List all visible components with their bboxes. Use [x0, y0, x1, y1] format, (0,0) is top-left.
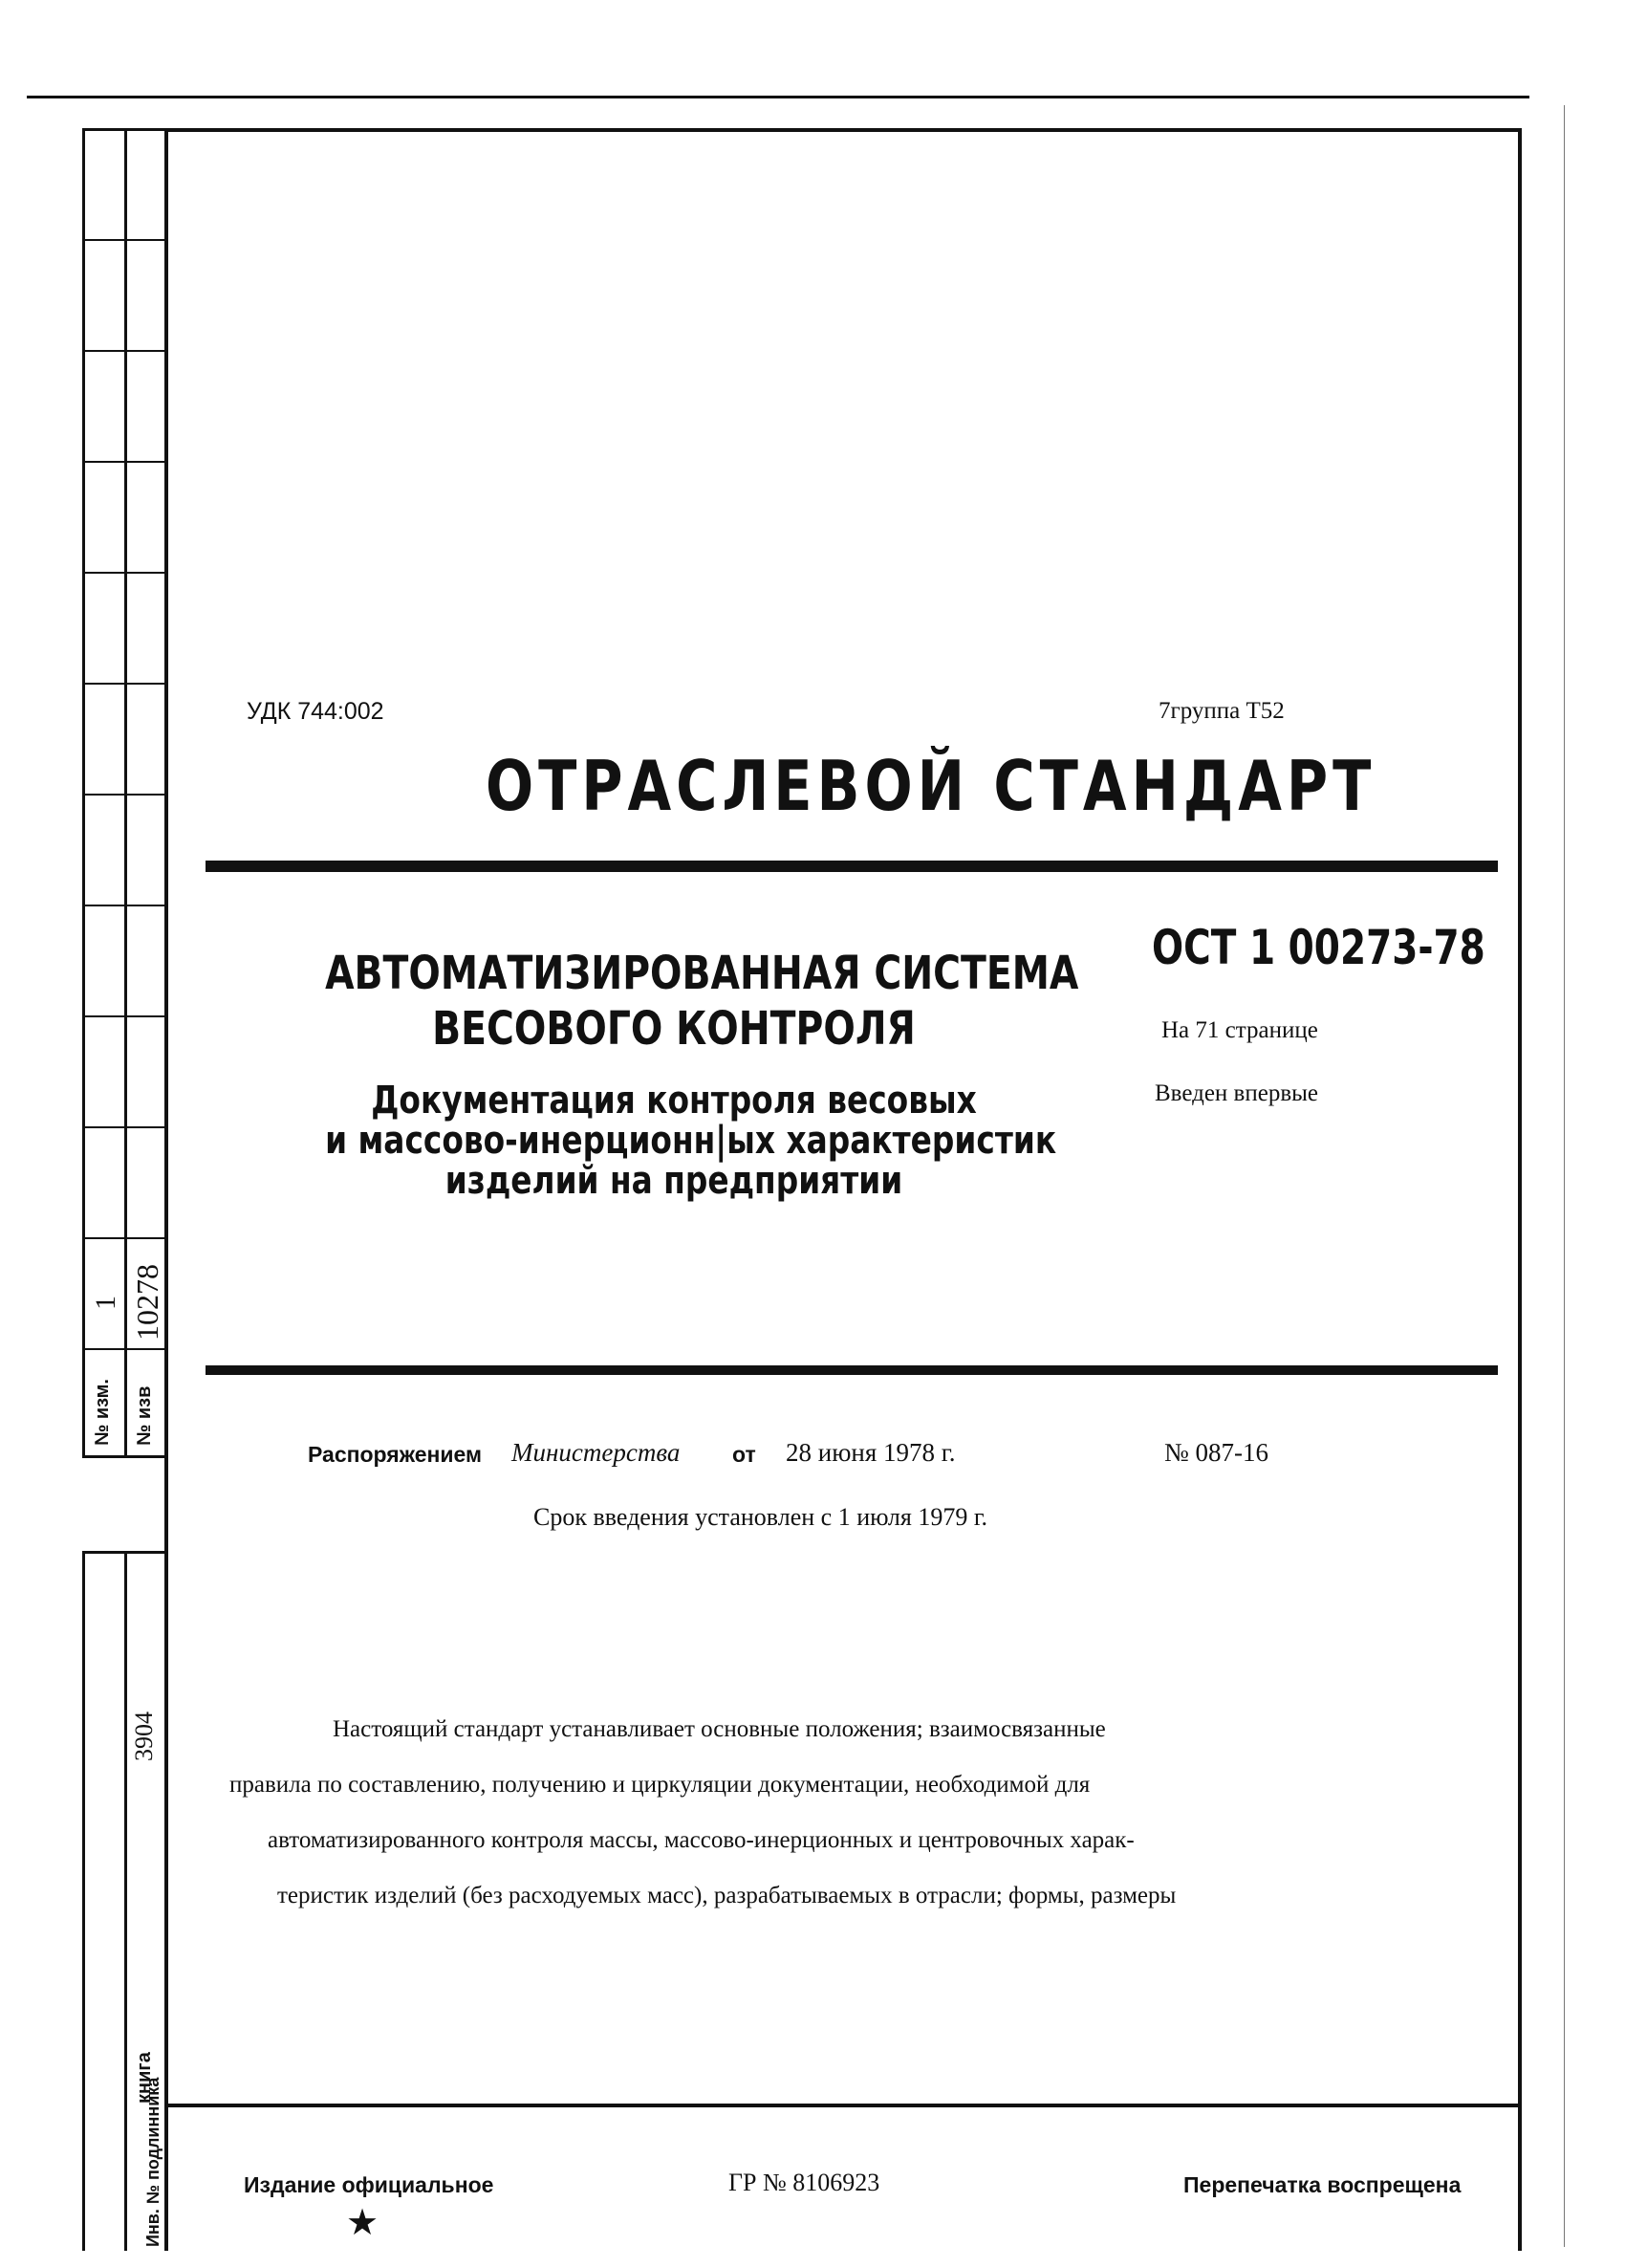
- sidebar-row-9: [82, 1126, 168, 1128]
- top-rule: [27, 96, 1529, 98]
- subtitle-line-2: и массово-инерционн|ых характеристик: [325, 1119, 1057, 1163]
- frame-left: [164, 128, 168, 2251]
- order-number: № 087-16: [1164, 1438, 1269, 1467]
- sidebar2-col-mid: [124, 1551, 127, 2251]
- label-original-inventory: Инв. № подлинника: [143, 2077, 162, 2247]
- order-ministry: Министерства: [511, 1438, 681, 1467]
- label-change-no: № изм.: [92, 1379, 113, 1446]
- footer-registration: ГР № 8106923: [728, 2169, 880, 2196]
- sidebar-row-1: [82, 239, 168, 241]
- sidebar-row-10: [82, 1237, 168, 1239]
- sidebar-top: [82, 128, 168, 131]
- udk-code: УДК 744:002: [247, 698, 384, 725]
- footer-reprint-notice: Перепечатка воспрещена: [1183, 2172, 1462, 2197]
- order-from: от: [732, 1442, 756, 1467]
- sidebar-row-3: [82, 461, 168, 463]
- footer-official-edition: Издание официальное: [244, 2172, 494, 2197]
- heavy-rule-bottom: [206, 1365, 1498, 1375]
- sidebar-row-7: [82, 905, 168, 906]
- sidebar-row-5: [82, 683, 168, 685]
- subtitle-line-3: изделий на предприятии: [444, 1159, 903, 1203]
- sidebar2-col-left: [82, 1551, 85, 2251]
- sidebar-col-left: [82, 128, 85, 1457]
- sidebar-bottom: [82, 1455, 168, 1458]
- sidebar-row-2: [82, 350, 168, 352]
- frame-top: [164, 128, 1522, 132]
- standard-number: ОСТ 1 00273-78: [1152, 920, 1485, 975]
- label-notice-no: № изв: [134, 1385, 155, 1446]
- body-line-2: правила по составлению, получению и циркуляции документации, необходимой для: [229, 1772, 1091, 1798]
- change-number: 1: [90, 1296, 121, 1310]
- title-line-1: АВТОМАТИЗИРОВАННАЯ СИСТЕМА: [325, 947, 1079, 1000]
- frame-bottom-divider: [164, 2104, 1522, 2107]
- heavy-rule-top: [206, 861, 1498, 872]
- sidebar-row-8: [82, 1015, 168, 1017]
- sidebar-col-mid: [124, 128, 127, 1457]
- label-book: книга: [134, 2052, 155, 2104]
- group-code: 7группа Т52: [1159, 698, 1285, 724]
- sidebar2-top: [82, 1551, 168, 1554]
- body-line-4: теристик изделий (без расходуемых масс), разрабатываемых в отрасли; формы, размеры: [277, 1883, 1177, 1908]
- sidebar-row-4: [82, 572, 168, 574]
- notice-number: 10278: [130, 1264, 164, 1341]
- sidebar-row-6: [82, 794, 168, 796]
- title-line-2: ВЕСОВОГО КОНТРОЛЯ: [432, 1002, 916, 1056]
- order-label: Распоряжением: [308, 1442, 483, 1467]
- introduced-note: Введен впервые: [1155, 1080, 1319, 1106]
- subtitle-line-1: Документация контроля весовых: [371, 1079, 977, 1123]
- document-type-title: ОТРАСЛЕВОЙ СТАНДАРТ: [486, 746, 1376, 826]
- body-line-1: Настоящий стандарт устанавливает основные положения; взаимосвязанные: [333, 1716, 1106, 1742]
- effective-date: Срок введения установлен с 1 июля 1979 г.: [533, 1503, 988, 1531]
- right-margin-line: [1564, 105, 1565, 2247]
- order-date: 28 июня 1978 г.: [786, 1438, 956, 1467]
- star-icon: ★: [346, 2203, 379, 2243]
- frame-right: [1518, 128, 1522, 2251]
- inventory-number: 3904: [130, 1712, 158, 1761]
- sidebar-row-11: [82, 1348, 168, 1350]
- page-count: На 71 странице: [1161, 1017, 1318, 1043]
- body-line-3: автоматизированного контроля массы, массово-инерционных и центровочных харак-: [268, 1827, 1135, 1853]
